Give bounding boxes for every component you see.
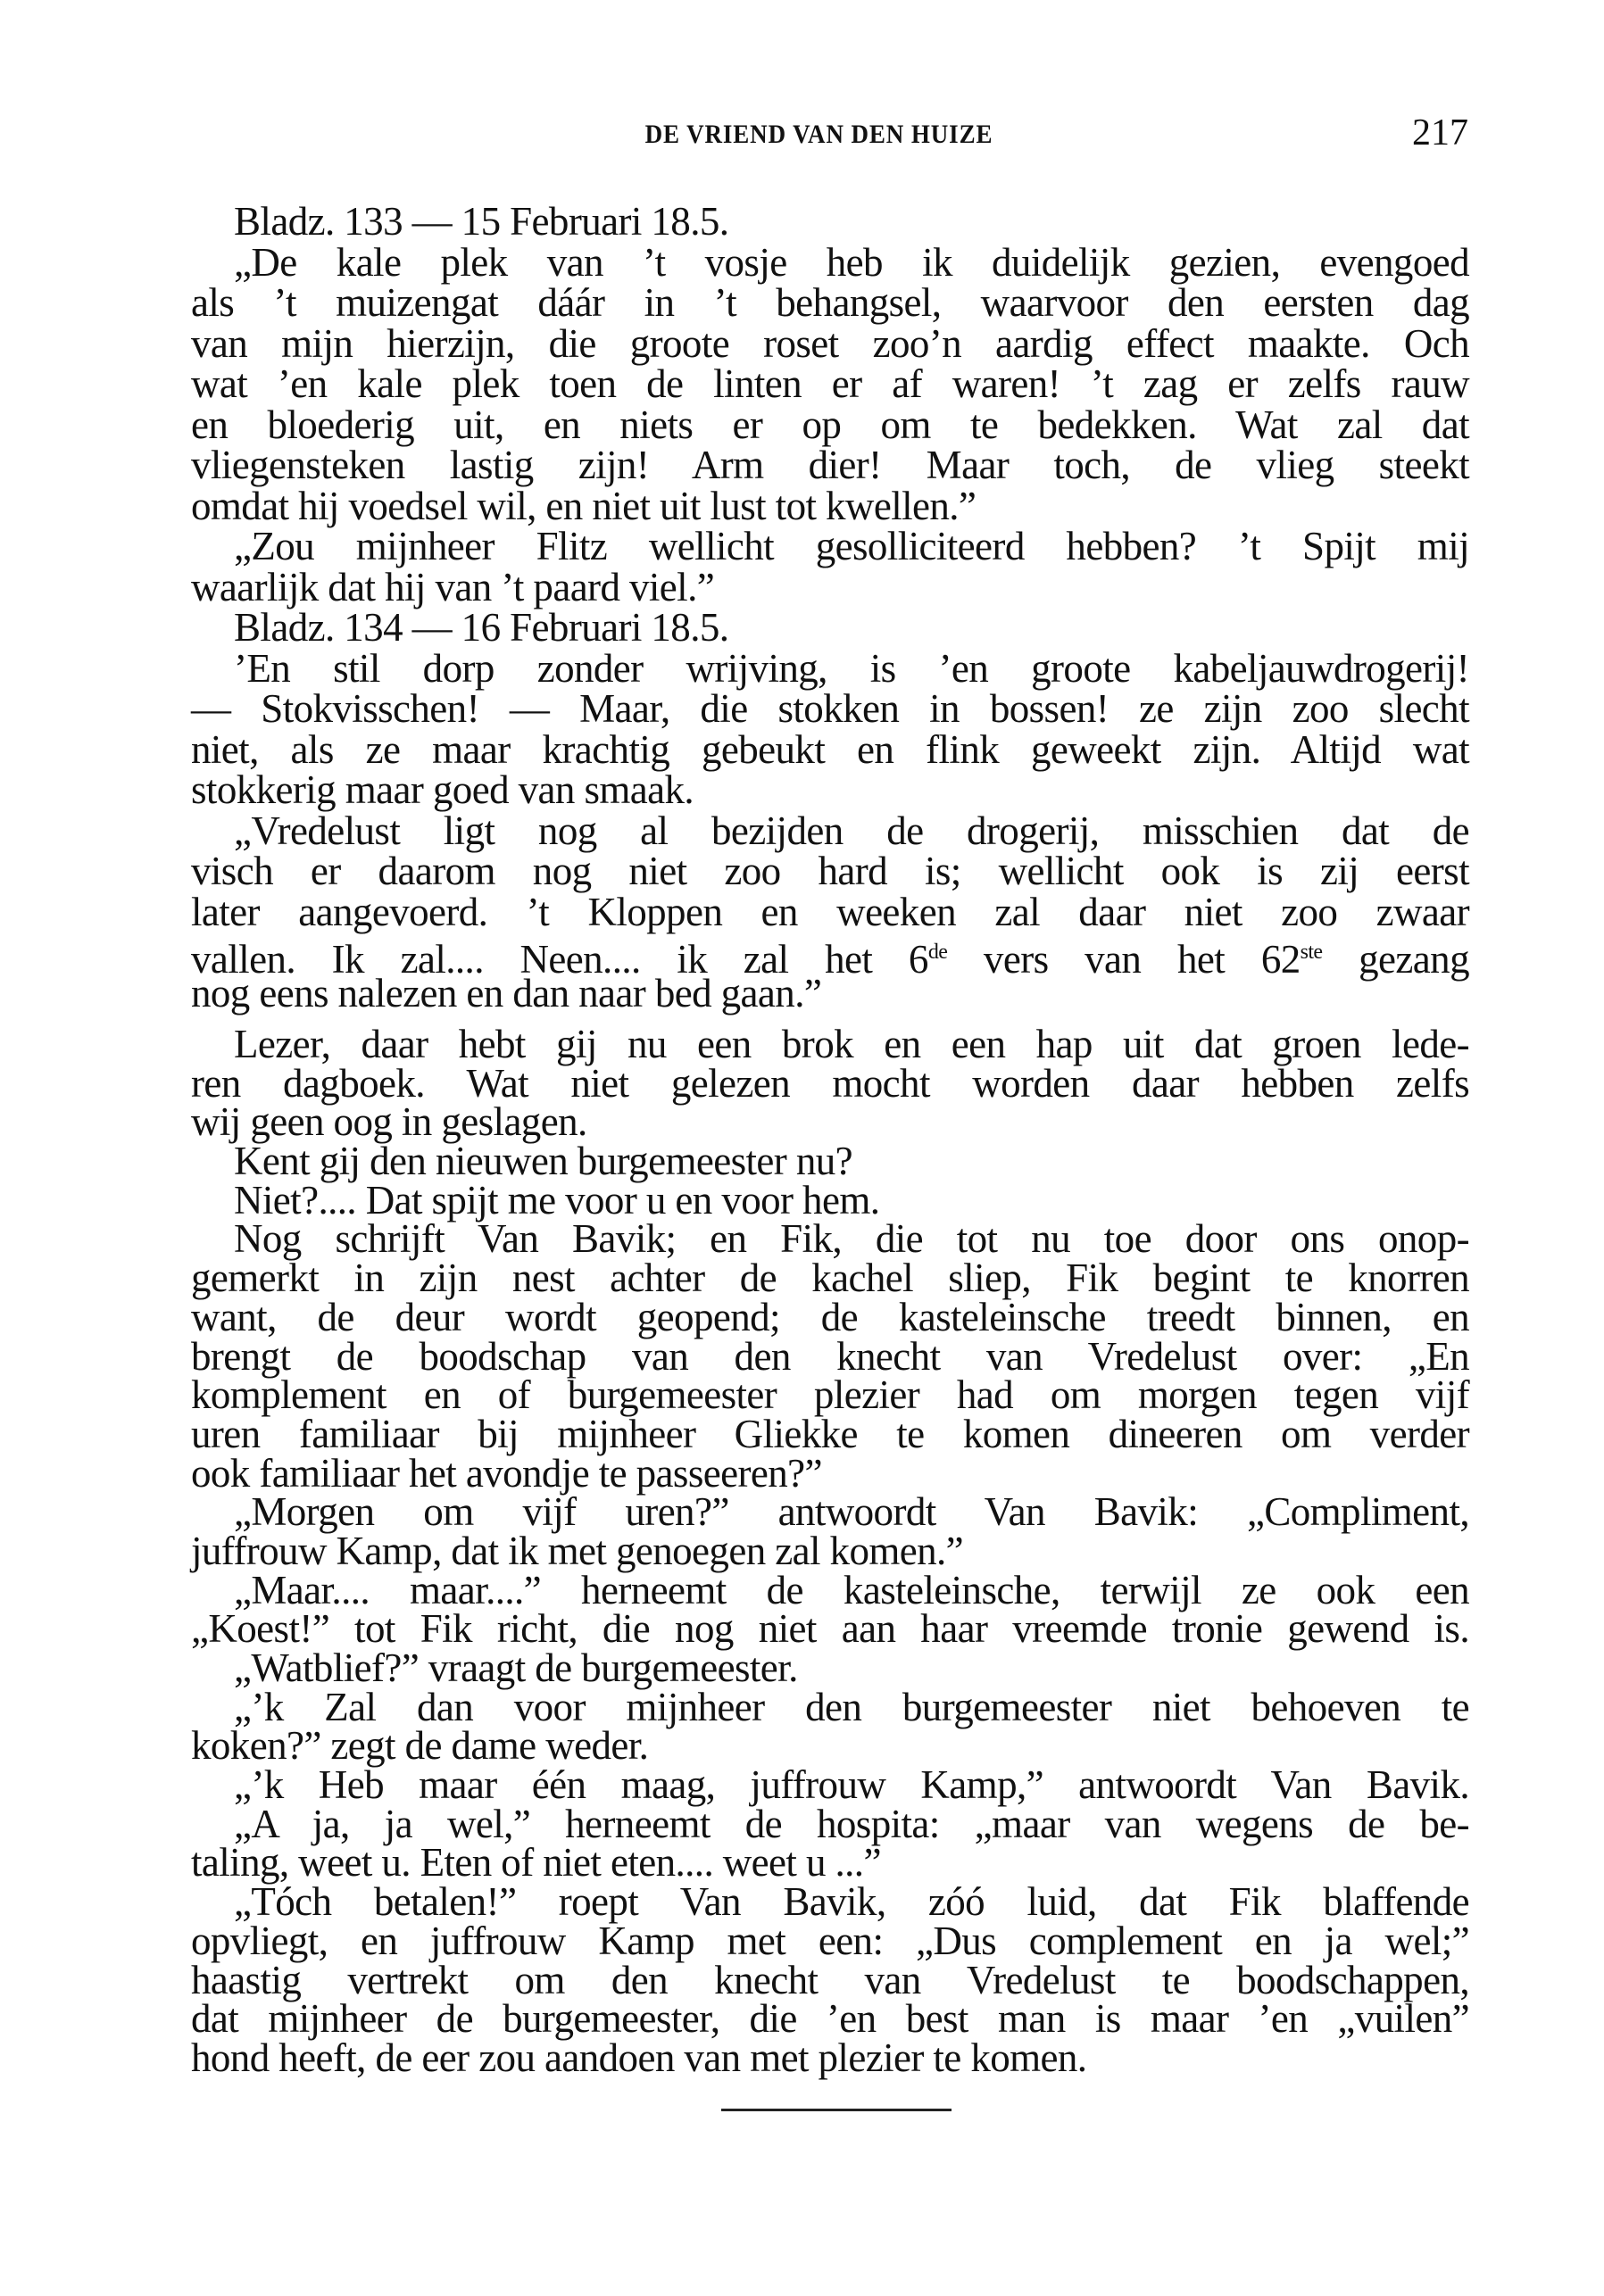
text-line: „Vredelust ligt nog al bezijden de drogerij, misschien dat de [234,808,1469,853]
text-line: hond heeft, de eer zou aandoen van met plezier te komen. [191,2035,1087,2080]
text-line: uren familiaar bij mijnheer Gliekke te komen dineeren om verder [191,1411,1469,1456]
text-line: „Watblief?” vraagt de burgemeester. [234,1645,798,1690]
ordinal-superscript: de [927,941,948,964]
text-line: als ’t muizengat dáár in ’t behangsel, waarvoor den eersten dag [191,280,1469,325]
diary-excerpt [191,199,1469,1015]
text-line: „Tóch betalen!” roept Van Bavik, zóó luid, dat Fik blaffende [234,1879,1469,1925]
text-line: „De kale plek van ’t vosje heb ik duidelijk gezien, evengoed [234,239,1469,285]
text-line: „Maar.... maar....” herneemt de kasteleinsche, terwijl ze ook een [234,1567,1469,1612]
text-line: taling, weet u. Eten of niet eten.... weet u ...” [191,1840,881,1886]
text-line: Nog schrijft Van Bavik; en Fik, die tot nu toe door ons onop- [234,1216,1469,1262]
text-line: waarlijk dat hij van ’t paard viel.” [191,564,715,609]
narrative-text [191,1022,1469,2080]
text-line: „Zou mijnheer Flitz wellicht gesolliciteerd hebben? ’t Spijt mij [234,524,1469,568]
text-line: „’k Zal dan voor mijnheer den burgemeester niet behoeven te [234,1684,1469,1729]
text-line: Bladz. 134 — 16 Februari 18.5. [234,605,729,650]
text-line: opvliegt, en juffrouw Kamp met een: „Dus complement en ja wel;” [191,1918,1469,1963]
text-line: Kent gij den nieuwen burgemeester nu? [234,1139,852,1184]
text-line: Lezer, daar hebt gij nu een brok en een hap uit dat groen lede- [234,1022,1469,1066]
text-segment: vallen. Ik zal.... Neen.... ik zal het 6 [191,937,928,982]
text-line: „A ja, ja wel,” herneemt de hospita: „maar van wegens de be- [234,1801,1469,1846]
text-line: haastig vertrekt om den knecht van Vredelust te boodschappen, [191,1957,1469,2002]
text-line: „Morgen om vijf uren?” antwoordt Van Bavik: „Compliment, [234,1489,1469,1535]
text-line: later aangevoerd. ’t Kloppen en weeken zal daar niet zoo zwaar [191,889,1469,934]
text-line: gemerkt in zijn nest achter de kachel sliep, Fik begint te knorren [191,1256,1469,1301]
text-line: „’k Heb maar één maag, juffrouw Kamp,” antwoordt Van Bavik. [234,1762,1469,1808]
text-line: nog eens nalezen en dan naar bed gaan.” [191,970,822,1015]
text-line: komplement en of burgemeester plezier had om morgen tegen vijf [191,1372,1469,1418]
text-line: vliegensteken lastig zijn! Arm dier! Maar toch, de vlieg steekt [191,443,1469,487]
text-line: ’En stil dorp zonder wrijving, is ’en groote kabeljauwdrogerij! [234,645,1469,691]
text-line: „Koest!” tot Fik richt, die nog niet aan haar vreemde tronie gewend is. [191,1606,1469,1652]
text-line: dat mijnheer de burgemeester, die ’en best man is maar ’en „vuilen” [191,1996,1469,2042]
section-end-rule [721,2109,952,2111]
text-line: van mijn hierzijn, die groote roset zoo’n aardig effect maakte. Och [191,320,1469,366]
text-line: omdat hij voedsel wil, en niet uit lust tot kwellen.” [191,483,977,528]
text-segment: vers van het 62 [947,937,1301,982]
text-line: brengt de boodschap van den knecht van Vredelust over: „En [191,1333,1469,1379]
text-line: Niet?.... Dat spijt me voor u en voor hem. [234,1177,880,1223]
text-line: Bladz. 133 — 15 Februari 18.5. [234,199,729,244]
text-line: stokkerig maar goed van smaak. [191,767,694,812]
text-line: ren dagboek. Wat niet gelezen mocht worden daar hebben zelfs [191,1060,1469,1106]
running-head-title: DE VRIEND VAN DEN HUIZE [644,120,993,149]
text-line: niet, als ze maar krachtig gebeukt en flink geweekt zijn. Altijd wat [191,726,1469,772]
text-line: wij geen oog in geslagen. [191,1099,587,1145]
ordinal-superscript: ste [1300,941,1323,964]
page-number: 217 [1412,112,1468,153]
text-line: juffrouw Kamp, dat ik met genoegen zal komen.” [191,1528,964,1573]
text-line: en bloederig uit, en niets er op om te bedekken. Wat zal dat [191,402,1469,447]
text-line [191,932,1469,982]
text-line: visch er daarom nog niet zoo hard is; wellicht ook is zij eerst [191,849,1469,893]
text-line: want, de deur wordt geopend; de kasteleinsche treedt binnen, en [191,1294,1469,1339]
text-line: koken?” zegt de dame weder. [191,1723,649,1769]
text-segment: gezang [1322,937,1469,982]
running-head [0,112,1604,153]
text-line: — Stokvisschen! — Maar, die stokken in bossen! ze zijn zoo slecht [191,686,1469,731]
text-line: wat ’en kale plek toen de linten er af waren! ’t zag er zelfs rauw [191,361,1469,406]
text-line: ook familiaar het avondje te passeeren?” [191,1450,822,1496]
